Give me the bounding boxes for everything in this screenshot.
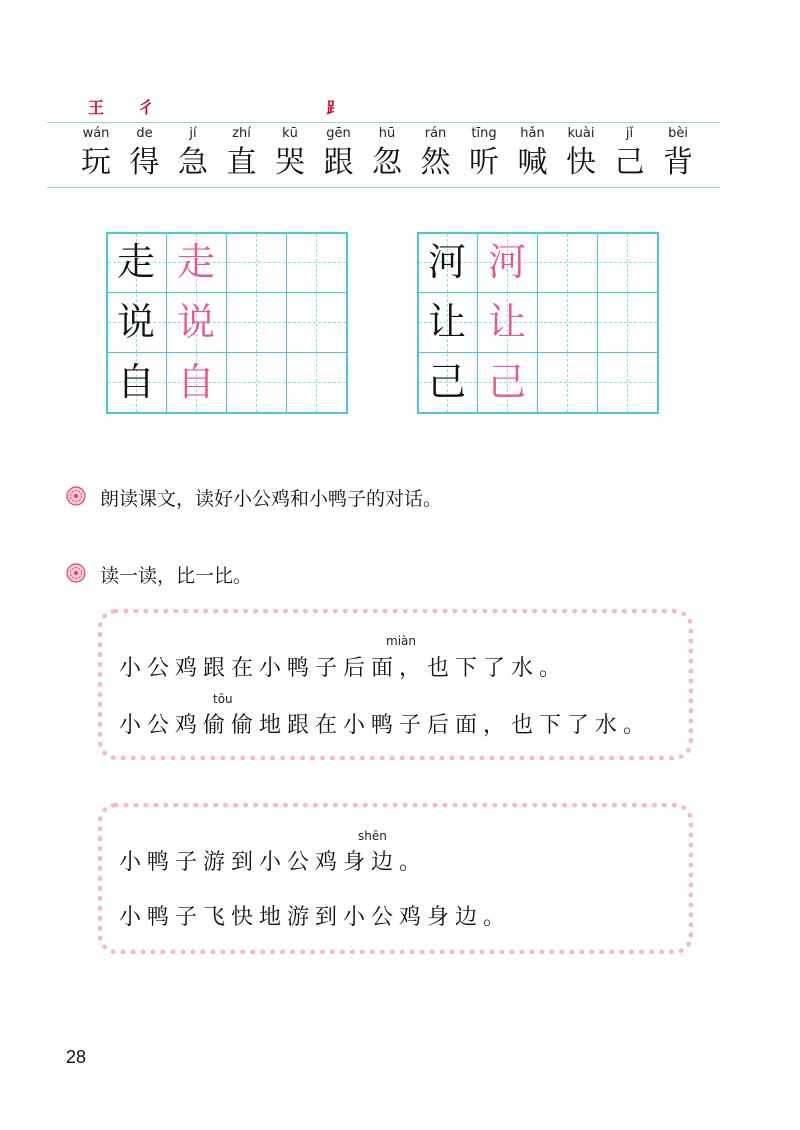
seal-icon [66,563,86,583]
vocab-character: 跟 [323,145,354,180]
sentence: 小鸭子游到小公鸡身边。 [119,850,428,875]
trace-char: 自 [176,360,215,404]
model-char: 己 [427,360,466,404]
seal-icon [66,486,86,506]
grid-cell [417,232,477,292]
grid-cell [417,292,477,352]
grid-cell [106,292,166,352]
sentence: 小鸭子飞快地游到小公鸡身边。 [119,905,512,930]
vocab-character: 哭 [275,145,305,180]
vocab-pinyin: zhí [232,126,251,141]
writing-grid-left [106,232,348,414]
grid-cell [477,232,537,292]
vocab-pinyin: wán [82,126,110,141]
writing-grid-right [417,232,659,414]
model-char: 走 [116,240,155,284]
vocab-top-rule [47,122,720,123]
instruction-compare: 读一读，比一比。 [100,565,253,587]
vocab-pinyin: tīng [471,126,497,141]
trace-char: 己 [487,360,526,404]
instruction-read-aloud: 朗读课文，读好小公鸡和小鸭子的对话。 [100,488,443,510]
grid-cell [106,232,166,292]
vocab-character: 得 [129,145,160,180]
trace-char: 河 [487,240,526,284]
vocab-pinyin: jí [189,126,197,141]
trace-char: 让 [487,300,526,344]
model-char: 自 [116,360,155,404]
radical-zu: ⻊ [326,98,343,117]
model-char: 说 [116,300,155,344]
model-char: 河 [427,240,466,284]
vocab-character: 背 [663,145,693,180]
grid-cell [417,352,477,412]
vocab-pinyin: rán [424,126,447,141]
vocab-character: 听 [469,145,499,180]
vocab-character: 忽 [372,145,402,180]
vocab-character: 快 [566,145,596,180]
sentence: 小公鸡跟在小鸭子后面，也下了水。 [119,656,568,681]
grid-cell [106,352,166,412]
vocab-character: 己 [614,145,645,180]
grid-cell [166,292,226,352]
vocab-pinyin: kuài [567,126,595,141]
comparison-box-2 [98,803,693,954]
vocab-character: 然 [420,145,451,180]
vocab-pinyin: kū [282,126,298,141]
vocab-pinyin: bèi [668,126,688,141]
grid-cell [477,352,537,412]
page-number: 28 [66,1047,87,1067]
sentence: 小公鸡偷偷地跟在小鸭子后面，也下了水。 [119,713,652,738]
vocab-character: 直 [226,145,257,180]
pinyin-annotation: shēn [358,829,387,843]
vocab-bottom-rule [47,187,720,188]
grid-cell [166,232,226,292]
vocab-pinyin: gēn [326,126,351,141]
model-char: 让 [427,300,466,344]
trace-char: 走 [176,240,215,284]
pinyin-annotation: miàn [386,634,416,648]
radical-chi: 彳 [138,98,155,117]
vocab-pinyin: jǐ [625,126,634,141]
radical-wang: 王 [88,98,105,117]
vocab-pinyin: de [136,126,153,141]
grid-cell [166,352,226,412]
grid-cell [477,292,537,352]
pinyin-annotation: tōu [213,692,233,706]
trace-char: 说 [176,300,215,344]
vocab-pinyin: hǎn [520,126,545,141]
vocab-character: 喊 [517,145,548,180]
vocab-pinyin: hū [378,126,396,141]
vocab-character: 玩 [81,145,111,180]
vocab-character: 急 [178,145,208,180]
